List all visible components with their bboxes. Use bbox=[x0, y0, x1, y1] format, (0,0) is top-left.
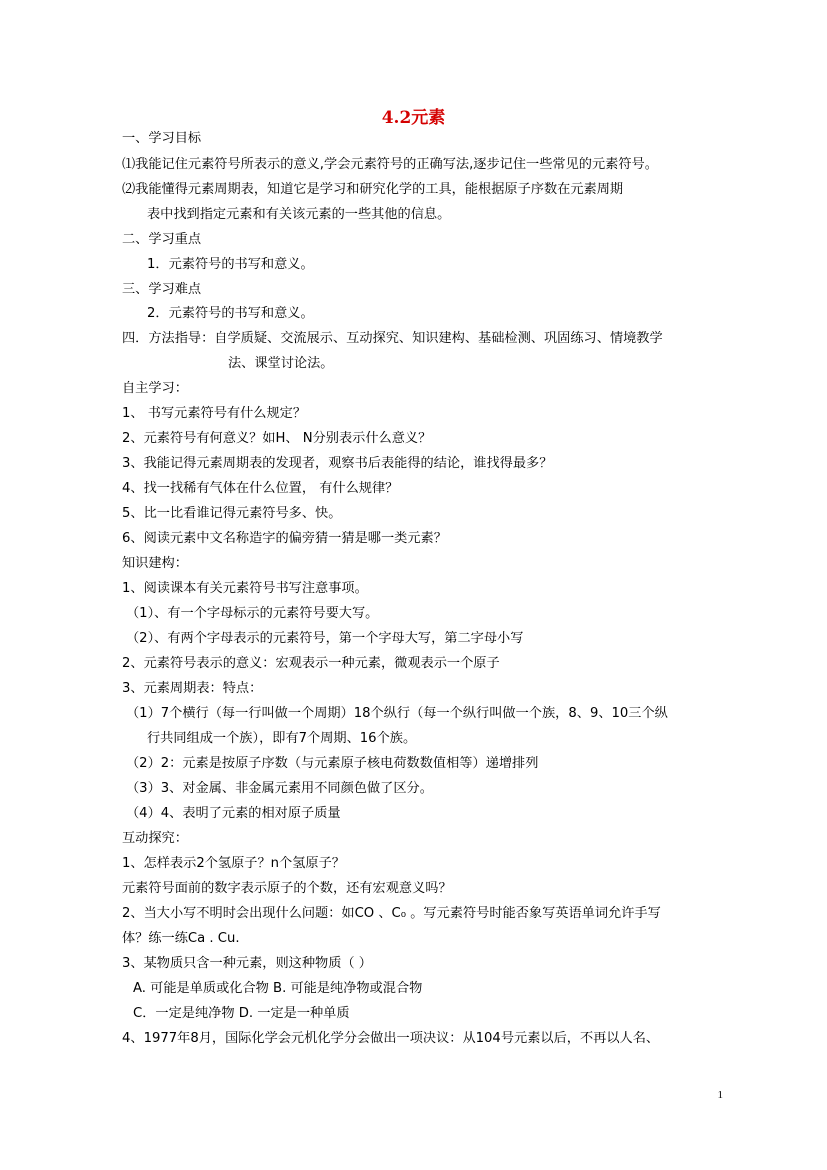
text-line: 3、元素周期表：特点： bbox=[122, 681, 263, 696]
text-line: 互动探究： bbox=[122, 831, 188, 846]
text-line: 行共同组成一个族），即有7个周期、16个族。 bbox=[147, 731, 417, 746]
text-line: 4、1977年8月，国际化学会元机化学分会做出一项决议：从104号元素以后，不再以人名、 bbox=[122, 1031, 660, 1046]
text-line: 3、我能记得元素周期表的发现者，观察书后表能得的结论，谁找得最多？ bbox=[122, 456, 553, 471]
text-line: 1．元素符号的书写和意义。 bbox=[147, 257, 314, 272]
page-title: 4.2元素 bbox=[381, 108, 446, 128]
text-line: 法、课堂讨论法。 bbox=[228, 356, 334, 371]
text-line: （3）3、对金属、非金属元素用不同颜色做了区分。 bbox=[126, 781, 433, 796]
text-line: 元素符号面前的数字表示原子的个数，还有宏观意义吗？ bbox=[122, 881, 452, 896]
text-line: 5、比一比看谁记得元素符号多、快。 bbox=[122, 506, 342, 521]
text-line: 2．元素符号的书写和意义。 bbox=[147, 306, 314, 321]
text-line: 1、 书写元素符号有什么规定？ bbox=[122, 406, 307, 421]
text-line: A. 可能是单质或化合物 B. 可能是纯净物或混合物 bbox=[133, 981, 423, 996]
text-line: 4、找一找稀有气体在什么位置， 有什么规律？ bbox=[122, 481, 399, 496]
text-line: 2、元素符号有何意义？如H、 N分别表示什么意义？ bbox=[122, 431, 432, 446]
text-line: 6、阅读元素中文名称造字的偏旁猜一猜是哪一类元素？ bbox=[122, 531, 447, 546]
text-line: ⑵我能懂得元素周期表，知道它是学习和研究化学的工具，能根据原子序数在元素周期 bbox=[122, 182, 624, 197]
text-line: 四．方法指导：自学质疑、交流展示、互动探究、知识建构、基础检测、巩固练习、情境教学 bbox=[122, 331, 663, 346]
text-line: 1、阅读课本有关元素符号书写注意事项。 bbox=[122, 581, 368, 596]
text-line: 一、学习目标 bbox=[122, 131, 202, 146]
text-line: C．一定是纯净物 D. 一定是一种单质 bbox=[133, 1006, 350, 1021]
text-line: 表中找到指定元素和有关该元素的一些其他的信息。 bbox=[147, 207, 451, 222]
page-number: 1 bbox=[717, 1089, 723, 1101]
text-line: ⑴我能记住元素符号所表示的意义,学会元素符号的正确写法,逐步记住一些常见的元素符号。 bbox=[122, 157, 658, 172]
text-line: 三、学习难点 bbox=[122, 282, 202, 297]
text-line: （2）2：元素是按原子序数（与元素原子核电荷数数值相等）递增排列 bbox=[126, 756, 539, 771]
text-line: 3、某物质只含一种元素，则这种物质（ ） bbox=[122, 956, 372, 971]
text-line: 2、当大小写不明时会出现什么问题：如CO 、C₀ 。写元素符号时能否象写英语单词允许手写 bbox=[122, 906, 661, 921]
text-line: 二、学习重点 bbox=[122, 232, 202, 247]
text-line: 知识建构： bbox=[122, 556, 188, 571]
text-line: （4）4、表明了元素的相对原子质量 bbox=[126, 806, 341, 821]
text-line: 1、怎样表示2个氢原子？n个氢原子？ bbox=[122, 856, 345, 871]
text-line: （2）、有两个字母表示的元素符号，第一个字母大写，第二字母小写 bbox=[126, 631, 524, 646]
text-line: （1）、有一个字母标示的元素符号要大写。 bbox=[126, 606, 379, 621]
text-line: 自主学习： bbox=[122, 381, 188, 396]
text-line: 2、元素符号表示的意义：宏观表示一种元素，微观表示一个原子 bbox=[122, 656, 500, 671]
text-line: 体？练一练Ca . Cu. bbox=[122, 931, 240, 946]
text-line: （1）7个横行（每一行叫做一个周期）18个纵行（每一个纵行叫做一个族，8、9、10三个纵 bbox=[126, 706, 668, 721]
